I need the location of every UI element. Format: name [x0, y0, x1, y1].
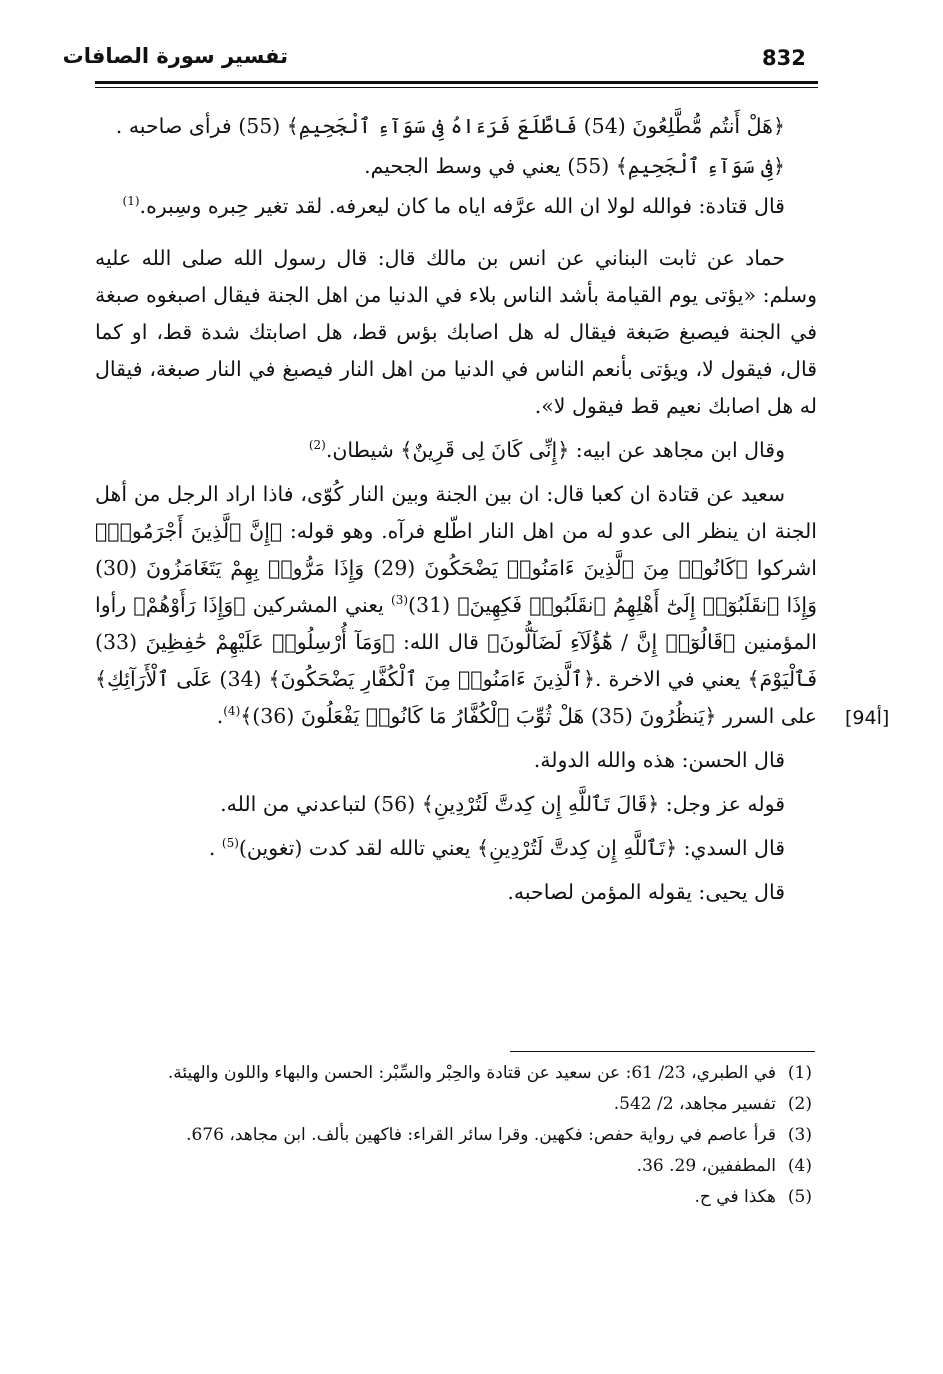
paragraph-text: قال السدي: ﴿تَٱللَّهِ إِن كِدتَّ لَتُرْدِينِ﴾ يعني تالله لقد كدت (تغوين) — [238, 836, 785, 860]
paragraph: سعيد عن قتادة ان كعبا قال: ان بين الجنة وبين النار كُوّى، فاذا اراد الرجل من أهل الجنة ان ينظر الى عدو له من اهل النار اطّلع فرآه. وهو قوله: ﴿إِنَّ ٱلَّذِينَ أَجْرَمُوا۟﴾ اشركوا ﴿كَانُوا۟ مِنَ ٱلَّذِينَ ءَامَنُوا۟ يَضْحَكُونَ (29) وَإِذَا مَرُّوا۟ بِهِمْ يَتَغَامَزُونَ (30) وَإِذَا ٱنقَلَبُوٓا۟ إِلَىٰٓ أَهْلِهِمُ ٱنقَلَبُوا۟ فَكِهِينَ﴾ (31)$^{(3)}$ يعني المشركين ﴿وَإِذَا رَأَوْهُمْ﴾ رأوا المؤمنين ﴿قَالُوٓا۟ إِنَّ / هَٰٓؤُلَآءِ لَضَآلُّونَ﴾ قال الله: ﴿وَمَآ أُرْسِلُوا۟ عَلَيْهِمْ حَٰفِظِينَ (33) فَٱلْيَوْمَ﴾ يعني في الاخرة .﴿ٱلَّذِينَ ءَامَنُوا۟ مِنَ ٱلْكُفَّارِ يَضْحَكُونَ﴾ (34) عَلَى ٱلْأَرَآئِكِ﴾ على السرر ﴿يَنظُرُونَ (35) هَلْ ثُوِّبَ ٱلْكُفَّارُ مَا كَانُوا۟ يَفْعَلُونَ (36)﴾$^{(4)}$. — [95, 482, 817, 728]
paragraph — [95, 148, 817, 185]
footnote-item — [90, 1089, 812, 1120]
paragraph-text: قال يحيى: يقوله المؤمن لصاحبه. — [507, 880, 785, 904]
paragraph — [95, 742, 817, 779]
paragraph-gap — [95, 232, 817, 240]
footnote-item — [90, 1120, 812, 1151]
footnote-number: (5) — [787, 1187, 812, 1207]
footnote-item — [90, 1151, 812, 1182]
manuscript-folio-note: [94أ] — [845, 707, 890, 729]
paragraph-text: ﴿هَلْ أَنتُم مُّطَّلِعُونَ (54) فَاطَّلَعَ فَرَءَاهُ فِى سَوَآءِ ٱلْجَحِيمِ﴾ (55) فرأى صاحبه . — [115, 114, 785, 138]
footnote-number: (2) — [787, 1094, 812, 1114]
main-text — [95, 108, 817, 918]
paragraph-text: وقال ابن مجاهد عن ابيه: ﴿إِنِّى كَانَ لِى قَرِينٌ﴾ شيطان. — [325, 438, 785, 462]
footnote-text: المطففين، 29. 36. — [636, 1156, 776, 1176]
footnote-reference: (1) — [122, 194, 140, 209]
header-rule-secondary — [95, 87, 818, 88]
footnote-text: تفسير مجاهد، 2/ 542. — [613, 1094, 776, 1114]
paragraph-text: حماد عن ثابت البناني عن انس بن مالك قال: قال رسول الله صلى الله عليه وسلم: «يؤتى يوم القيامة بأشد الناس بلاء في الدنيا من اهل الجنة فيقال اصبغوه صبغة في الجنة فيصبغ صَبغة فيقال له هل اصابك بؤس قط، هل اصابتك شدة قط، او كما قال، فيقول لا، ويؤتى بأنعم الناس في الدنيا من اهل النار فيصبغ في النار صبغة، فيقال له هل اصابك نعيم قط فيقول لا». — [95, 246, 817, 418]
footnote-reference: (2) — [308, 438, 326, 453]
paragraph — [95, 188, 817, 225]
footnote-item — [90, 1182, 812, 1213]
footnote-separator — [510, 1051, 815, 1052]
footnote-item — [90, 1058, 812, 1089]
running-title: تفسير سورة الصافات — [62, 44, 288, 68]
header-rule — [95, 81, 818, 84]
footnote-text: في الطبري، 23/ 61: عن سعيد عن قتادة والحِبْر والسِّبْر: الحسن والبهاء واللون والهيئة. — [167, 1063, 776, 1083]
footnote-reference: (4) — [223, 704, 241, 719]
footnotes — [90, 1058, 812, 1213]
footnote-number: (4) — [787, 1156, 812, 1176]
page-number: 832 — [762, 46, 806, 70]
paragraph-text: قال الحسن: هذه والله الدولة. — [533, 748, 785, 772]
paragraph — [95, 240, 817, 425]
paragraph — [95, 432, 817, 469]
footnote-number: (3) — [787, 1125, 812, 1145]
paragraph-text: قال قتادة: فوالله لولا ان الله عرَّفه اياه ما كان ليعرفه. لقد تغير حِبره وسِبره. — [139, 194, 785, 218]
paragraph: قال السدي: ﴿تَٱللَّهِ إِن كِدتَّ لَتُرْدِينِ﴾ يعني تالله لقد كدت (تغوين)$^{(5)}$ . — [208, 836, 785, 860]
paragraph — [95, 874, 817, 911]
footnote-text: هكذا في ح. — [694, 1187, 776, 1207]
footnote-text: قرأ عاصم في رواية حفص: فكهين. وقرا سائر القراء: فاكهين بألف. ابن مجاهد، 676. — [186, 1125, 776, 1145]
paragraph-text: يعني المشركين ﴿وَإِذَا رَأَوْهُمْ﴾ رأوا المؤمنين ﴿قَالُوٓا۟ إِنَّ / هَٰٓؤُلَآءِ لَضَآلُّونَ﴾ قال الله: ﴿وَمَآ أُرْسِلُوا۟ عَلَيْهِمْ حَٰفِظِينَ (33) فَٱلْيَوْمَ﴾ يعني في الاخرة .﴿ٱلَّذِينَ ءَامَنُوا۟ مِنَ ٱلْكُفَّارِ يَضْحَكُونَ﴾ (34) عَلَى ٱلْأَرَآئِكِ﴾ على السرر ﴿يَنظُرُونَ (35) هَلْ ثُوِّبَ ٱلْكُفَّارُ مَا كَانُوا۟ يَفْعَلُونَ (36)﴾ — [95, 593, 817, 728]
paragraph — [95, 786, 817, 823]
paragraph — [95, 108, 817, 145]
paragraph-text: قوله عز وجل: ﴿قَالَ تَٱللَّهِ إِن كِدتَّ لَتُرْدِينِ﴾ (56) لتباعدني من الله. — [220, 792, 785, 816]
footnote-reference: (3) — [391, 593, 409, 608]
paragraph-text: سعيد عن قتادة ان كعبا قال: ان بين الجنة وبين النار كُوّى، فاذا اراد الرجل من أهل الجنة ان ينظر الى عدو له من اهل النار اطّلع فرآه. وهو قوله: ﴿إِنَّ ٱلَّذِينَ أَجْرَمُوا۟﴾ اشركوا ﴿كَانُوا۟ مِنَ ٱلَّذِينَ ءَامَنُوا۟ يَضْحَكُونَ (29) وَإِذَا مَرُّوا۟ بِهِمْ يَتَغَامَزُونَ (30) وَإِذَا ٱنقَلَبُوٓا۟ إِلَىٰٓ أَهْلِهِمُ ٱنقَلَبُوا۟ فَكِهِينَ﴾ (31) — [95, 482, 817, 617]
paragraph-text: ﴿فِى سَوَآءِ ٱلْجَحِيمِ﴾ (55) يعني في وسط الجحيم. — [364, 154, 785, 178]
footnote-reference: (5) — [221, 836, 239, 851]
footnote-number: (1) — [787, 1063, 812, 1083]
